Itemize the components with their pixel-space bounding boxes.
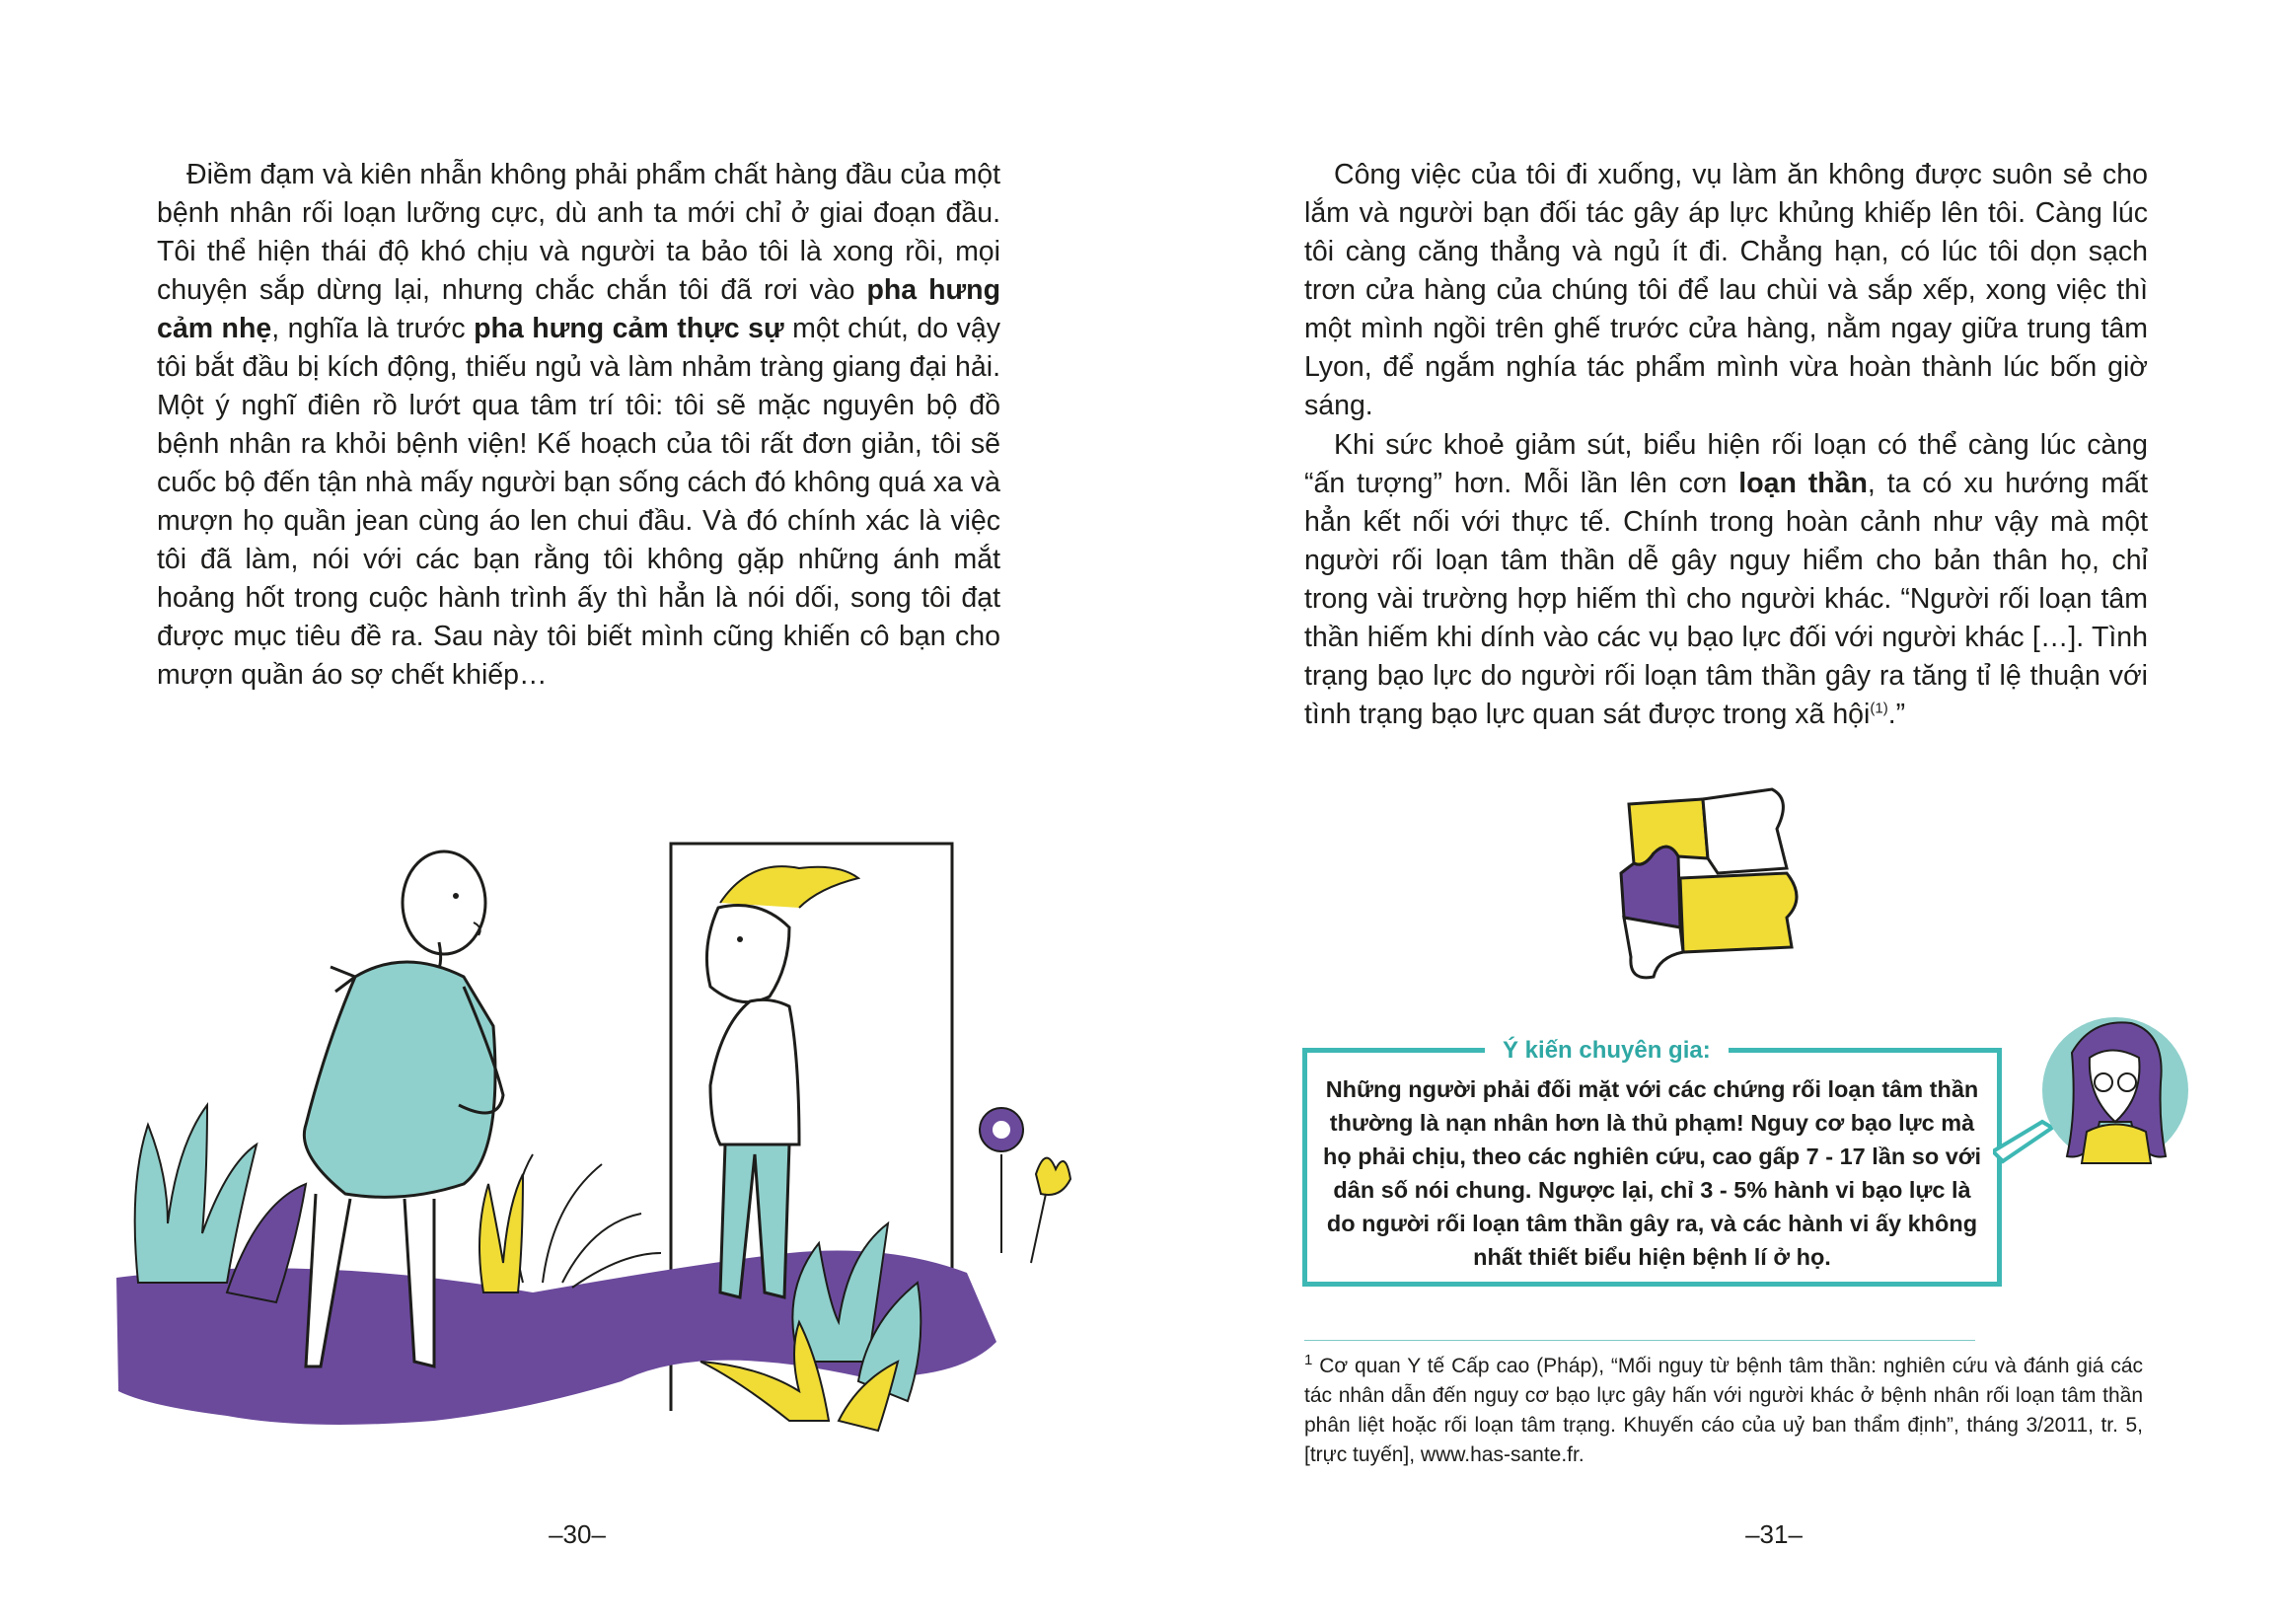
expert-title: Ý kiến chuyên gia: — [1485, 1034, 1729, 1068]
page-number-right: –31– — [1745, 1519, 1803, 1549]
left-paragraph: Điềm đạm và kiên nhẫn không phải phẩm chất hàng đầu của một bệnh nhân rối loạn lưỡng cực, dù anh ta mới chỉ ở giai đoạn đầu. Tôi thể hiện thái độ khó chịu và người ta bảo tôi là xong rồi, mọi chuyện sắp dừng lại, nhưng chắc chắn tôi đã rơi vào pha hưng cảm nhẹ, nghĩa là trước pha hưng cảm thực sự một chút, do vậy tôi bắt đầu bị kích động, thiếu ngủ và làm nhảm tràng giang đại hải. Một ý nghĩ điên rồ lướt qua tâm trí tôi: tôi sẽ mặc nguyên bộ đồ bệnh nhân ra khỏi bệnh viện! Kế hoạch của tôi rất đơn giản, tôi sẽ cuốc bộ đến tận nhà mấy người bạn sống cách đó không quá xa và mượn họ quần jean cùng áo len chui đầu. Và đó chính xác là việc tôi đã làm, nói với các bạn rằng tôi không gặp những ánh mắt hoảng hốt trong cuộc hành trình ấy thì hẳn là nói dối, song tôi đạt được mục tiêu đề ra. Sau này tôi biết mình cũng khiến cô bạn cho mượn quần áo sợ chết khiếp… — [157, 159, 1001, 691]
puzzle-illustration — [1609, 779, 1806, 987]
right-page — [1142, 0, 2284, 1624]
hospital-escape-illustration — [109, 829, 1154, 1460]
right-paragraph-1: Công việc của tôi đi xuống, vụ làm ăn không được suôn sẻ cho lắm và người bạn đối tác gây áp lực khủng khiếp lên tôi. Càng lúc tôi càng căng thẳng và ngủ ít đi. Chẳng hạn, có lúc tôi dọn sạch trơn cửa hàng của chúng tôi để lau chùi và sắp xếp, xong việc thì một mình ngồi trên ghế trước cửa hàng, nằm ngay giữa trung tâm Lyon, để ngắm nghía tác phẩm mình vừa hoàn thành lúc bốn giờ sáng. — [1304, 159, 2148, 421]
expert-opinion-box — [1302, 1037, 2002, 1287]
footnote: $^1$ Cơ quan Y tế Cấp cao (Pháp), “Mối nguy từ bệnh tâm thần: nghiên cứu và đánh giá các tác nhân dẫn đến nguy cơ bạo lực gây hấn với người khác ở bệnh nhân rối loạn tâm thần phân liệt hoặc rối loạn tâm trạng. Khuyến cáo của uỷ ban thẩm định”, tháng 3/2011, tr. 5, [trực tuyến], www.has-sante.fr. — [1304, 1352, 2143, 1466]
page-number-left: –30– — [549, 1519, 606, 1549]
footnote-reference: (1) — [1870, 700, 1888, 717]
expert-avatar — [1993, 1013, 2190, 1171]
footnote-marker: 1 — [1304, 1352, 1313, 1368]
footnote-divider — [1304, 1340, 1975, 1341]
expert-body: Những người phải đối mặt với các chứng rối loạn tâm thần thường là nạn nhân hơn là thủ phạm! Nguy cơ bạo lực mà họ phải chịu, theo các nghiên cứu, cao gấp 7 - 17 lần so với dân số nói chung. Ngược lại, chỉ 3 - 5% hành vi bạo lực là do người rối loạn tâm thần gây ra, và các hành vi ấy không nhất thiết biểu hiện bệnh lí ở họ. — [1322, 1076, 1982, 1270]
right-paragraph-2: Khi sức khoẻ giảm sút, biểu hiện rối loạn có thể càng lúc càng “ấn tượng” hơn. Mỗi lần lên cơn loạn thần, ta có xu hướng mất hẳn kết nối với thực tế. Chính trong hoàn cảnh như vậy mà một người rối loạn tâm thần dễ gây nguy hiểm cho bản thân họ, chỉ trong vài trường hợp hiếm thì cho người khác. “Người rối loạn tâm thần hiếm khi dính vào các vụ bạo lực đối với người khác […]. Tình trạng bạo lực do người rối loạn tâm thần gây ra tăng tỉ lệ thuận với tình trạng bạo lực quan sát được trong xã hội$^{(1)}$.” — [1304, 429, 2148, 730]
